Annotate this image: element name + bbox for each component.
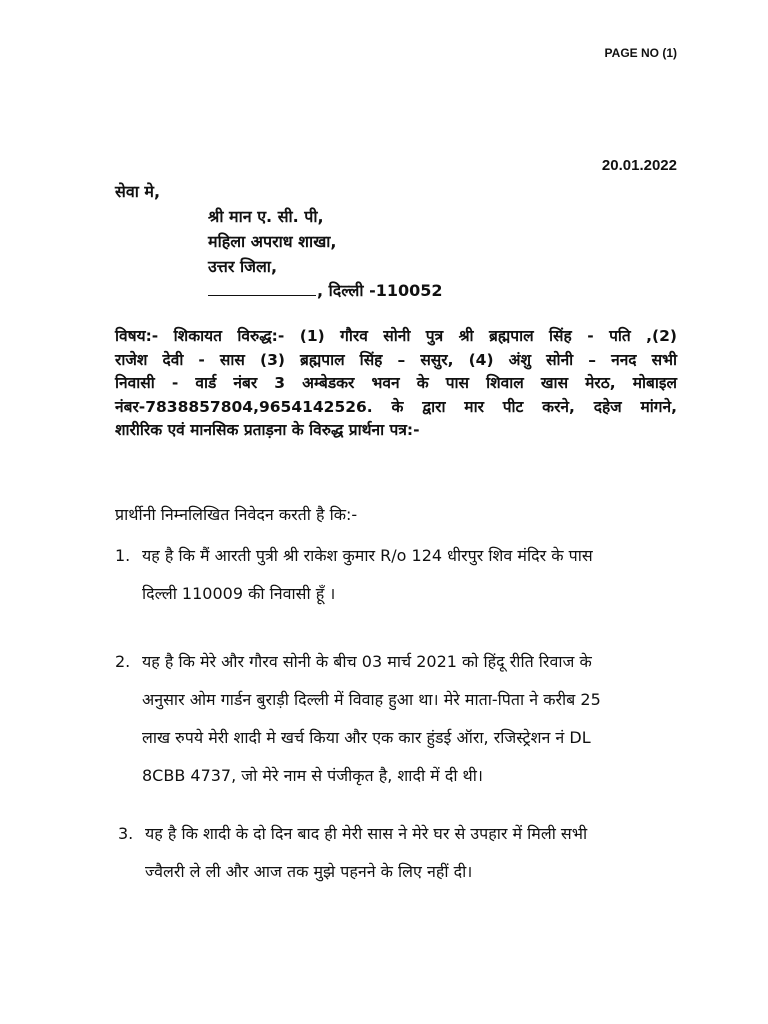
paragraph-line: ज्वैलरी ले ली और आज तक मुझे पहनने के लिए नहीं दी। [145,862,473,881]
intro-statement: प्रार्थीनी निम्नलिखित निवेदन करती है कि:- [115,505,358,524]
recipient-city-line [208,279,443,301]
paragraph-text [145,815,705,891]
subject-line: राजेश देवी - सास (3) ब्रह्मपाल सिंह – ससुर, (4) अंशु सोनी – ननद सभी [115,350,677,369]
paragraph-line: अनुसार ओम गार्डन बुराड़ी दिल्ली में विवाह हुआ था। मेरे माता-पिता ने करीब 25 [142,690,601,709]
recipient-title: श्री मान ए. सी. पी, [208,207,324,226]
blank-fill-line [208,283,316,296]
subject-line: शारीरिक एवं मानसिक प्रताड़ना के विरुद्ध प्रार्थना पत्र:- [115,421,420,439]
subject-block [115,325,677,443]
subject-line: नंबर-7838857804,9654142526. के द्वारा मार पीट करने, दहेज मांगने, [115,397,677,416]
page-number: PAGE NO (1) [604,46,677,60]
subject-line: निवासी - वार्ड नंबर 3 अम्बेडकर भवन के पास शिवाल खास मेरठ, मोबाइल [115,374,677,392]
paragraph-line: यह है कि मेरे और गौरव सोनी के बीच 03 मार्च 2021 को हिंदू रीति रिवाज के [142,652,592,671]
recipient-department: महिला अपराध शाखा, [208,232,337,251]
paragraph-text [142,643,702,795]
paragraph-number: 2. [115,652,131,671]
recipient-city-pin: , दिल्ली -110052 [317,281,443,300]
paragraph-number: 3. [118,824,134,843]
paragraph-line: दिल्ली 110009 की निवासी हूँ । [142,584,336,603]
paragraph-line: 8CBB 4737, जो मेरे नाम से पंजीकृत है, शादी में दी थी। [142,766,483,785]
paragraph-line: यह है कि शादी के दो दिन बाद ही मेरी सास ने मेरे घर से उपहार में मिली सभी [145,824,588,843]
paragraph-number: 1. [115,546,131,565]
paragraph-line: यह है कि मैं आरती पुत्री श्री राकेश कुमार R/o 124 धीरपुर शिव मंदिर के पास [142,546,593,565]
subject-line: विषय:- शिकायत विरुद्ध:- (1) गौरव सोनी पुत्र श्री ब्रह्मपाल सिंह - पति ,(2) [115,327,677,345]
paragraph-text [142,537,702,613]
salutation: सेवा मे, [115,182,161,201]
paragraph-line: लाख रुपये मेरी शादी मे खर्च किया और एक कार हुंडई ऑरा, रजिस्ट्रेशन नं DL [142,728,591,747]
recipient-district: उत्तर जिला, [208,257,278,276]
letter-date: 20.01.2022 [601,157,677,174]
